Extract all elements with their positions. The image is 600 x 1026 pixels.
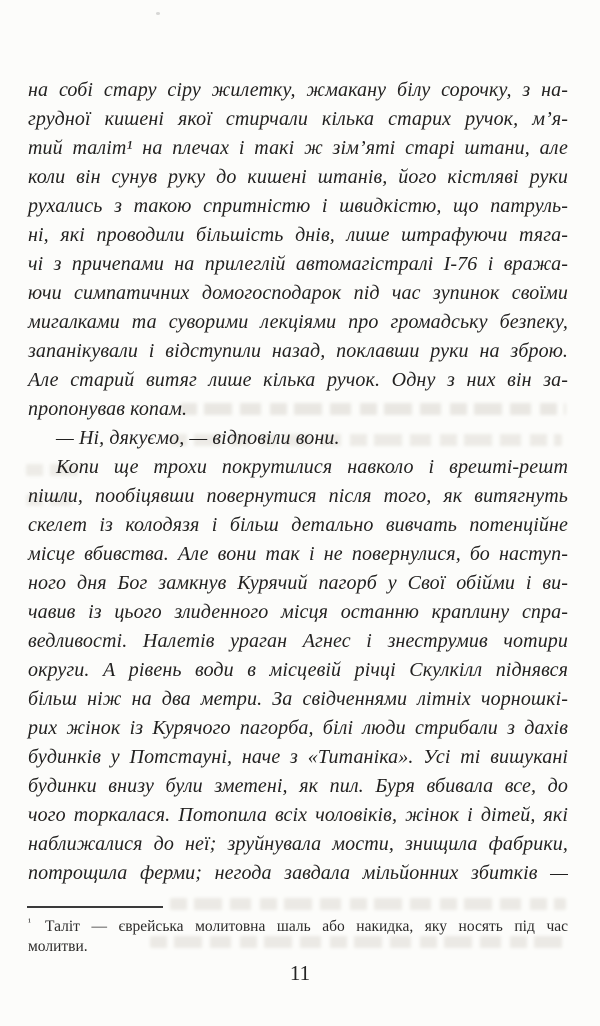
footnote-text: Таліт — єврейська молитовна шаль або накидка, яку носять під час: [45, 918, 568, 936]
text-line: більш ніж на два метри. За свідченнями літніх чорношкі-: [28, 688, 568, 710]
text-line: скелет із колодязя і більш детально вивчать потенційне: [28, 514, 568, 536]
footnote-divider: [27, 906, 163, 908]
text-line: округи. А рівень води в місцевій річці Скулкілл піднявся: [28, 659, 568, 681]
bleed-through-artifact: [170, 898, 566, 910]
footnote: [28, 913, 568, 957]
text-line: мигалками та суворими лекціями про громадську безпеку,: [28, 311, 568, 333]
footnote-line: молитви.: [28, 938, 88, 956]
paper-speck: [156, 12, 160, 15]
text-line: запанікували і відступили назад, поклавши руки на зброю.: [28, 340, 568, 362]
text-line: чавив із цього злиденного місця останню краплину спра-: [28, 601, 568, 623]
text-line: будинки внизу були зметені, як пил. Буря вбивала все, до: [28, 775, 568, 797]
text-line: рухались з такою спритністю і швидкістю, що патруль-: [28, 195, 568, 217]
text-line: потрощила ферми; негода завдала мільйонних збитків —: [28, 862, 568, 884]
text-line: наближалися до неї; зруйнувала мости, знищила фабрики,: [28, 833, 568, 855]
text-line: на собі стару сіру жилетку, жмакану білу сорочку, з на-: [28, 79, 568, 101]
text-line: Але старий витяг лише кілька ручок. Одну з них він за-: [28, 369, 568, 391]
text-line: тий таліт¹ на плечах і такі ж зім’яті старі штани, але: [28, 137, 568, 159]
page-number: 11: [289, 961, 311, 985]
text-line: чі з причепами на прилеглій автомагістралі І-76 і вража-: [28, 253, 568, 275]
text-line: ведливості. Налетів ураган Агнес і знеструмив чотири: [28, 630, 568, 652]
footnote-marker: ¹: [28, 917, 31, 928]
text-line: грудної кишені якої стирчали кілька старих ручок, м’я-: [28, 108, 568, 130]
text-line: місце вбивства. Але вони так і не повернулися, бо наступ-: [28, 543, 568, 565]
text-line: чого торкалася. Потопила всіх чоловіків, жінок і дітей, які: [28, 804, 568, 826]
text-line: будинків у Потстауні, наче з «Титаніка». Усі ті вишукані: [28, 746, 568, 768]
text-line: ючи симпатичних домогосподарок під час зупинок своїми: [28, 282, 568, 304]
text-line: Копи ще трохи покрутилися навколо і врешті-решт: [56, 456, 568, 478]
text-line: рих жінок із Курячого пагорба, білі люди стрибали з дахів: [28, 717, 568, 739]
text-line: пішли, пообіцявши повернутися після того, як витягнуть: [28, 485, 568, 507]
text-line: коли він сунув руку до кишені штанів, його кістляві руки: [28, 166, 568, 188]
body-text: [28, 76, 568, 888]
footnote-line: [28, 913, 568, 937]
text-line: ні, які проводили більшість днів, лише штрафуючи тяга-: [28, 224, 568, 246]
text-line: пропонував копам.: [28, 398, 188, 420]
text-line: ного дня Бог замкнув Курячий пагорб у Свої обійми і ви-: [28, 572, 568, 594]
text-line: — Ні, дякуємо, — відповіли вони.: [56, 427, 340, 449]
